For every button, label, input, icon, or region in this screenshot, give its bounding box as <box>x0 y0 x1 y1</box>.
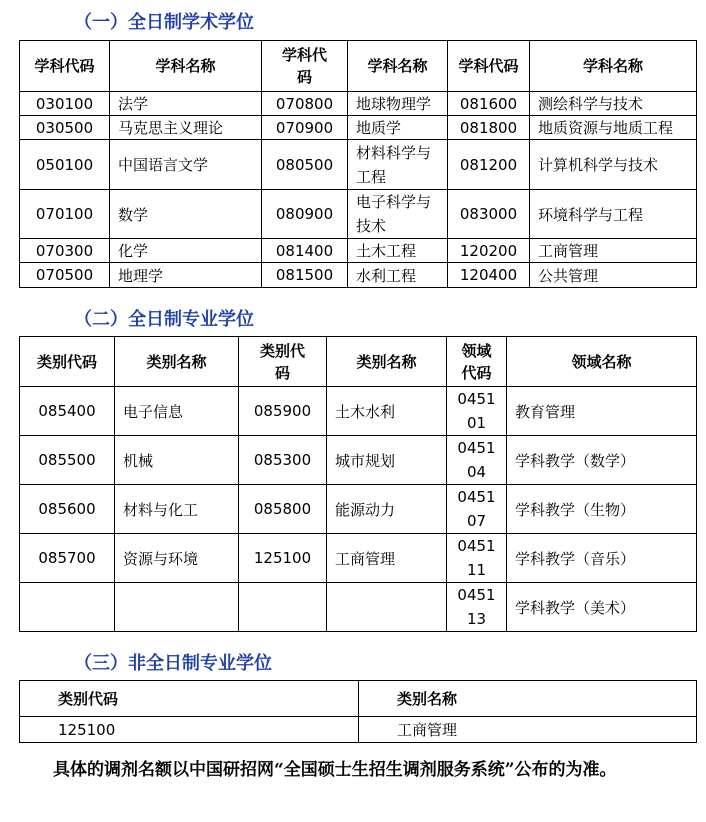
discipline-code: 120200 <box>448 239 530 263</box>
category-code: 125100 <box>20 717 359 743</box>
category-code <box>239 583 327 632</box>
column-header: 领域名称 <box>507 337 697 387</box>
discipline-code: 120400 <box>448 263 530 288</box>
discipline-code: 081600 <box>448 92 530 116</box>
table-row <box>20 436 697 485</box>
discipline-code: 080900 <box>262 190 348 239</box>
category-code: 085800 <box>239 485 327 534</box>
table-row <box>20 583 697 632</box>
column-header: 类别名称 <box>359 681 697 717</box>
table-header-row <box>20 681 697 717</box>
section-title-part-time: （三）非全日制专业学位 <box>74 653 272 674</box>
field-code: 045111 <box>447 534 507 583</box>
category-name <box>115 583 239 632</box>
field-name: 学科教学（音乐） <box>507 534 697 583</box>
discipline-name: 材料科学与工程 <box>348 140 448 190</box>
discipline-code: 081500 <box>262 263 348 288</box>
column-header: 类别代码 <box>239 337 327 387</box>
column-header: 类别名称 <box>327 337 447 387</box>
category-code: 085700 <box>20 534 115 583</box>
field-name: 学科教学（美术） <box>507 583 697 632</box>
discipline-code: 050100 <box>20 140 110 190</box>
column-header: 学科代码 <box>262 41 348 92</box>
adjustment-note: 具体的调剂名额以中国研招网“全国硕士生招生调剂服务系统”公布的为准。 <box>53 760 617 780</box>
discipline-code: 070900 <box>262 116 348 140</box>
category-code: 085300 <box>239 436 327 485</box>
discipline-name: 地球物理学 <box>348 92 448 116</box>
column-header: 类别名称 <box>115 337 239 387</box>
table-row <box>20 92 697 116</box>
discipline-name: 公共管理 <box>530 263 697 288</box>
column-header: 类别代码 <box>20 681 359 717</box>
discipline-code: 083000 <box>448 190 530 239</box>
category-name: 工商管理 <box>327 534 447 583</box>
discipline-name: 环境科学与工程 <box>530 190 697 239</box>
column-header: 学科名称 <box>110 41 262 92</box>
category-code: 085900 <box>239 387 327 436</box>
discipline-code: 030100 <box>20 92 110 116</box>
table-row <box>20 263 697 288</box>
field-code: 045104 <box>447 436 507 485</box>
category-name: 资源与环境 <box>115 534 239 583</box>
table-header-row <box>20 337 697 387</box>
field-code: 045101 <box>447 387 507 436</box>
field-name: 教育管理 <box>507 387 697 436</box>
category-code: 085500 <box>20 436 115 485</box>
discipline-name: 地质资源与地质工程 <box>530 116 697 140</box>
category-name: 城市规划 <box>327 436 447 485</box>
discipline-code: 070300 <box>20 239 110 263</box>
table-row <box>20 140 697 190</box>
discipline-name: 地理学 <box>110 263 262 288</box>
discipline-name: 电子科学与技术 <box>348 190 448 239</box>
discipline-name: 计算机科学与技术 <box>530 140 697 190</box>
category-code <box>20 583 115 632</box>
discipline-name: 土木工程 <box>348 239 448 263</box>
category-code: 085600 <box>20 485 115 534</box>
category-code: 125100 <box>239 534 327 583</box>
category-name: 工商管理 <box>359 717 697 743</box>
category-name: 机械 <box>115 436 239 485</box>
discipline-code: 070100 <box>20 190 110 239</box>
category-name: 电子信息 <box>115 387 239 436</box>
field-name: 学科教学（数学） <box>507 436 697 485</box>
discipline-code: 070800 <box>262 92 348 116</box>
discipline-name: 法学 <box>110 92 262 116</box>
category-code: 085400 <box>20 387 115 436</box>
part-time-degree-table <box>19 680 697 743</box>
discipline-name: 地质学 <box>348 116 448 140</box>
column-header: 领域代码 <box>447 337 507 387</box>
discipline-code: 030500 <box>20 116 110 140</box>
table-row <box>20 116 697 140</box>
section-title-academic: （一）全日制学术学位 <box>74 12 254 33</box>
discipline-code: 081800 <box>448 116 530 140</box>
table-row <box>20 534 697 583</box>
section-title-professional: （二）全日制专业学位 <box>74 309 254 330</box>
column-header: 类别代码 <box>20 337 115 387</box>
discipline-code: 081200 <box>448 140 530 190</box>
academic-degree-table <box>19 40 697 288</box>
discipline-name: 马克思主义理论 <box>110 116 262 140</box>
category-name <box>327 583 447 632</box>
table-header-row <box>20 41 697 92</box>
category-name: 能源动力 <box>327 485 447 534</box>
column-header: 学科代码 <box>20 41 110 92</box>
column-header: 学科名称 <box>530 41 697 92</box>
discipline-code: 081400 <box>262 239 348 263</box>
field-code: 045113 <box>447 583 507 632</box>
table-row <box>20 387 697 436</box>
discipline-name: 化学 <box>110 239 262 263</box>
discipline-name: 水利工程 <box>348 263 448 288</box>
table-row <box>20 717 697 743</box>
professional-degree-table <box>19 336 697 632</box>
discipline-name: 测绘科学与技术 <box>530 92 697 116</box>
table-row <box>20 485 697 534</box>
discipline-name: 数学 <box>110 190 262 239</box>
category-name: 土木水利 <box>327 387 447 436</box>
table-row <box>20 239 697 263</box>
discipline-name: 工商管理 <box>530 239 697 263</box>
category-name: 材料与化工 <box>115 485 239 534</box>
discipline-name: 中国语言文学 <box>110 140 262 190</box>
discipline-code: 080500 <box>262 140 348 190</box>
discipline-code: 070500 <box>20 263 110 288</box>
column-header: 学科代码 <box>448 41 530 92</box>
field-name: 学科教学（生物） <box>507 485 697 534</box>
field-code: 045107 <box>447 485 507 534</box>
table-row <box>20 190 697 239</box>
column-header: 学科名称 <box>348 41 448 92</box>
